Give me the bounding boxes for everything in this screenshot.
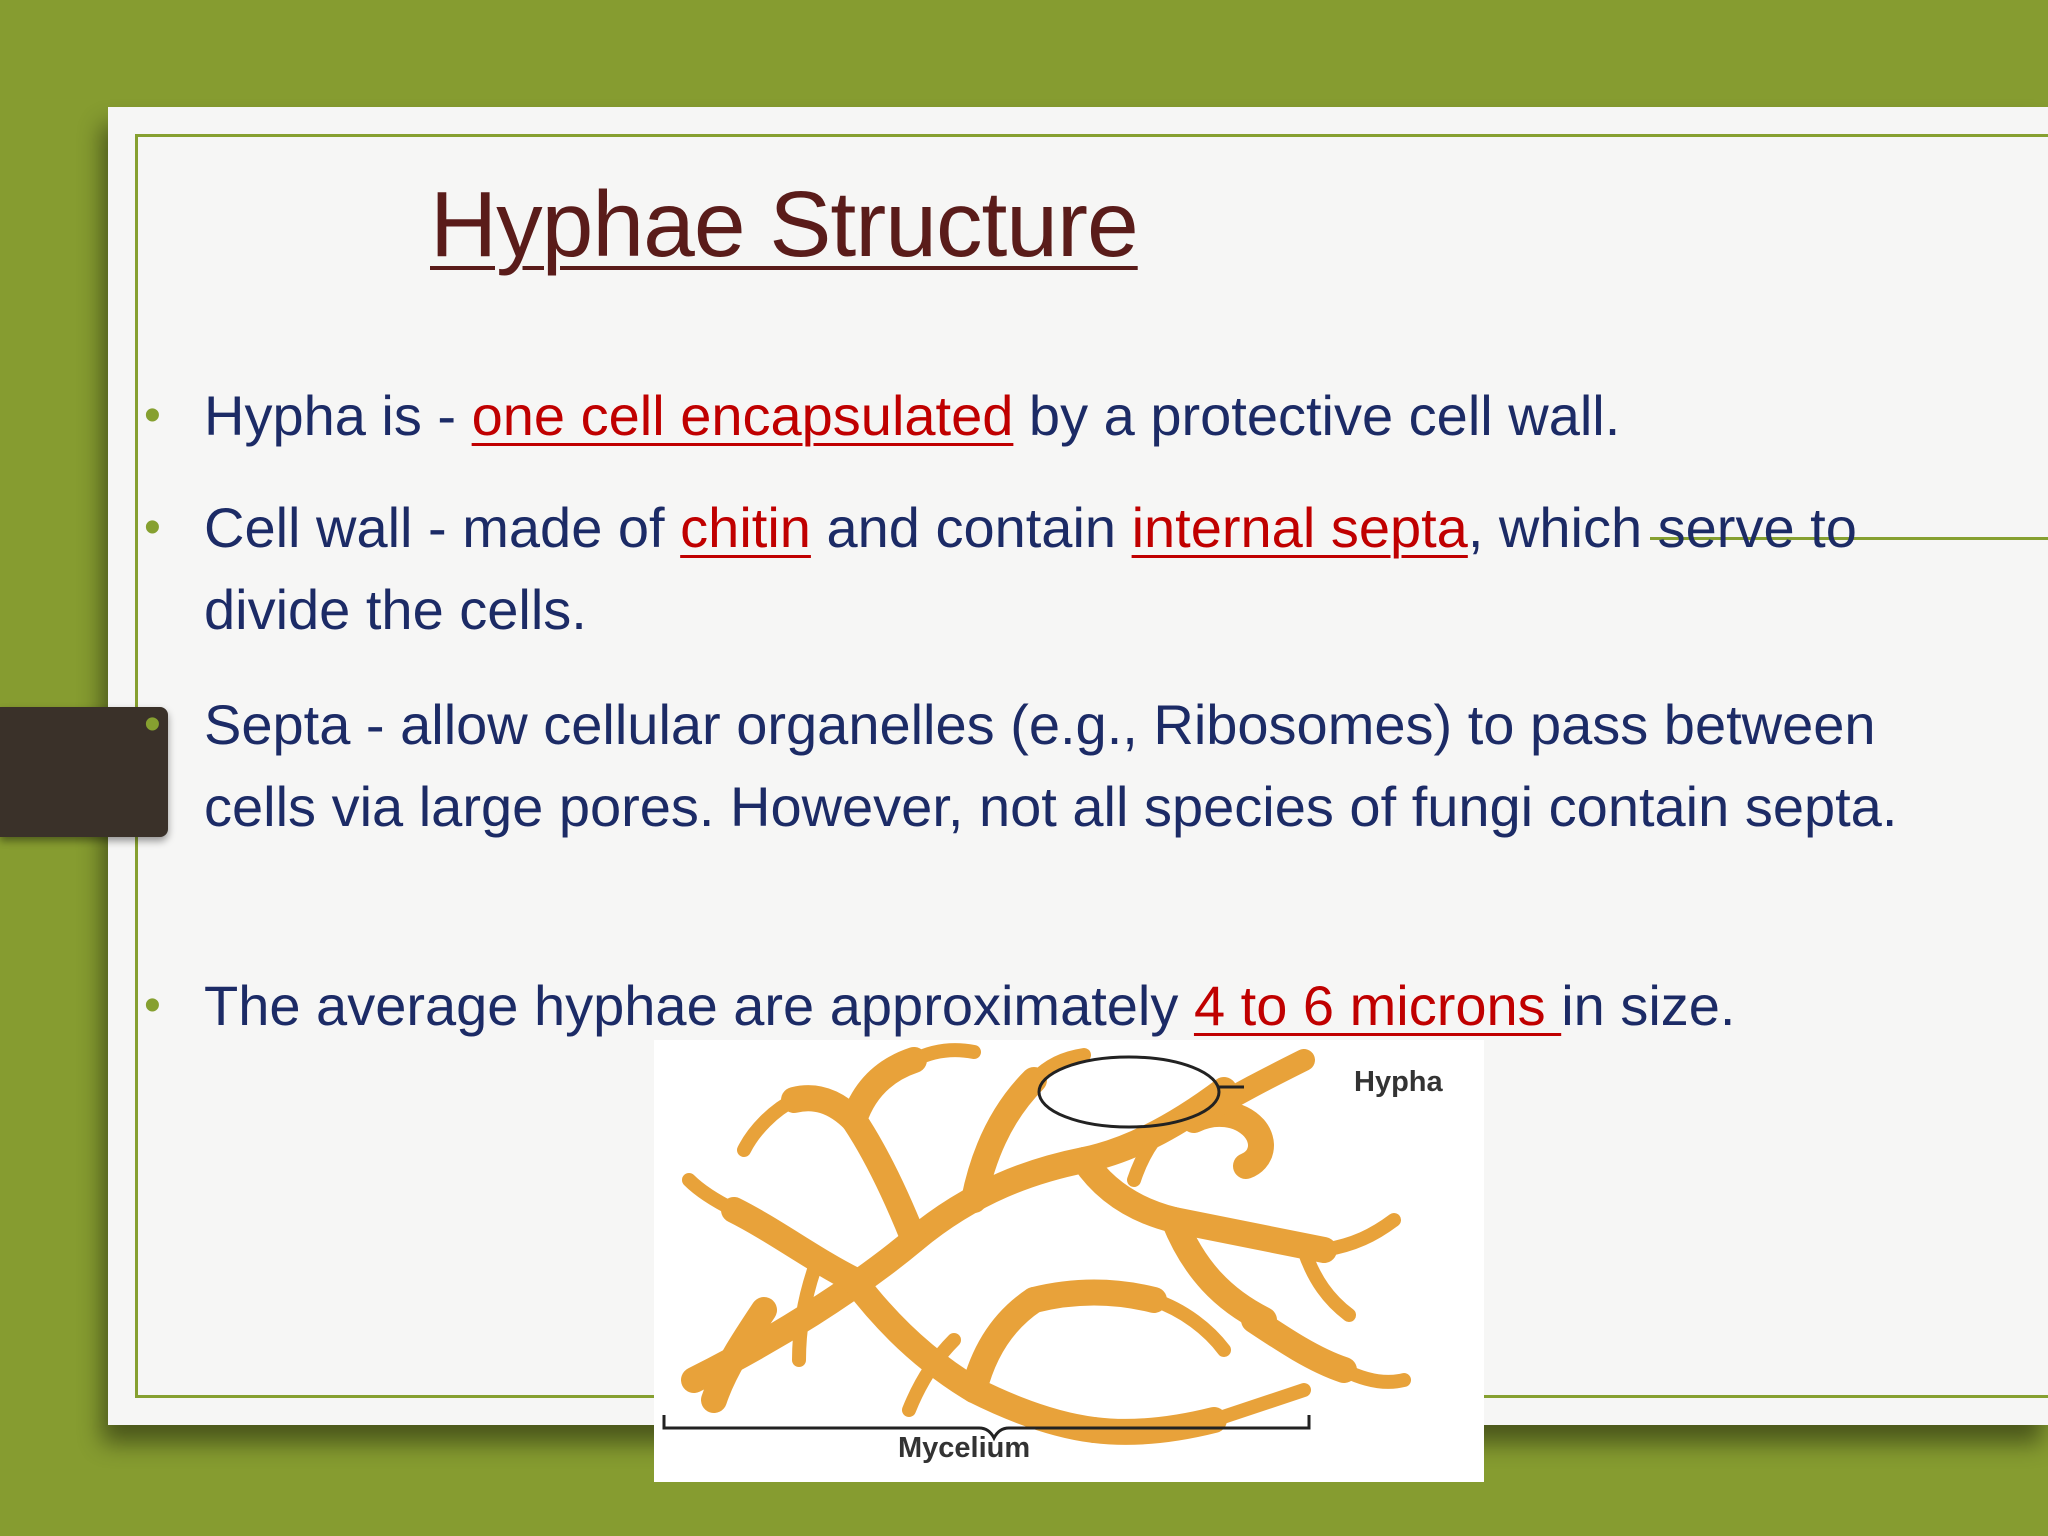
- mycelium-figure: [654, 1040, 1484, 1482]
- highlighted-term: 4 to 6 microns: [1193, 974, 1562, 1037]
- text-segment: Hypha is -: [204, 384, 472, 447]
- bullet-dot-icon: •: [144, 979, 161, 1032]
- bullet-dot-icon: •: [144, 501, 161, 554]
- bullet-text: [204, 693, 1897, 838]
- decorative-tab: [0, 707, 168, 837]
- mycelium-label: Mycelium: [898, 1432, 1031, 1464]
- text-segment: The average hyphae are approximately: [204, 974, 1194, 1037]
- bullet-item: [144, 375, 1944, 457]
- highlighted-term: internal septa: [1131, 496, 1468, 559]
- text-segment: by a protective cell wall.: [1013, 384, 1621, 447]
- mycelium-illustration: [654, 1040, 1484, 1482]
- text-segment: and contain: [810, 496, 1132, 559]
- bullet-item: [144, 487, 1944, 651]
- hypha-label: Hypha: [1354, 1066, 1443, 1098]
- text-segment: , which serve to divide the cells.: [204, 496, 1857, 641]
- text-segment: Cell wall - made of: [204, 496, 681, 559]
- text-segment: Septa - allow cellular organelles (e.g., Ribosomes) to pass between cells via large pores. However, not all species of fungi contain septa.: [204, 693, 1898, 838]
- bullet-text: [204, 496, 1857, 641]
- highlighted-term: one cell encapsulated: [471, 384, 1014, 447]
- bullet-text: [204, 974, 1736, 1037]
- bullet-item: [144, 965, 1944, 1047]
- hypha-highlight-ellipse: [1039, 1057, 1219, 1127]
- highlighted-term: chitin: [680, 496, 811, 559]
- bullet-text: [204, 384, 1620, 447]
- bullet-item: [144, 684, 1944, 848]
- text-segment: in size.: [1561, 974, 1736, 1037]
- slide-title: Hyphae Structure: [430, 172, 1138, 276]
- bullet-dot-icon: •: [144, 389, 161, 442]
- bullet-dot-icon: •: [144, 698, 161, 751]
